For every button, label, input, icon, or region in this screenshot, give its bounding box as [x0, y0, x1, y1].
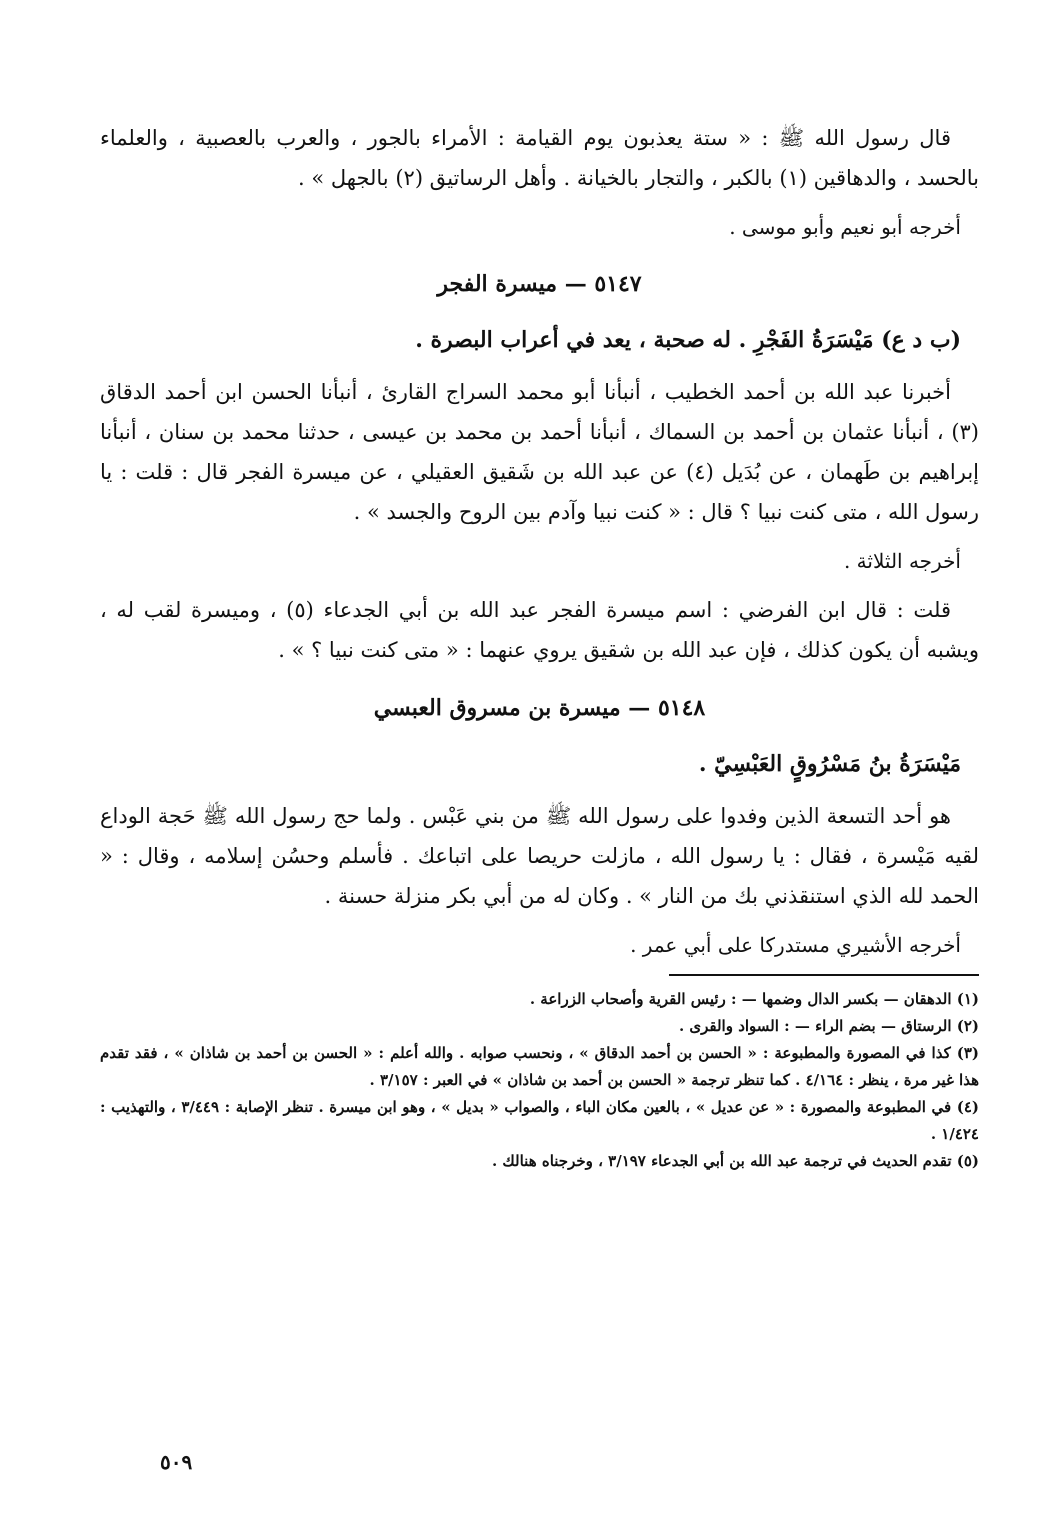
entry-name-line: مَيْسَرَةُ بنُ مَسْرُوقٍ العَبْسِيّ .	[698, 751, 961, 777]
page-number: ٥٠٩	[160, 1450, 193, 1474]
footnote-divider	[669, 974, 979, 976]
commentary-paragraph: قلت : قال ابن الفرضي : اسم ميسرة الفجر عبد الله بن أبي الجدعاء (٥) ، وميسرة لقب له ، ويشبه أن يكون كذلك ، فإن عبد الله بن شقيق يروي عنهما : « متى كنت نبيا ؟ » .	[100, 598, 979, 662]
footnote: (٢) الرستاق — بضم الراء — : السواد والقرى .	[678, 1017, 979, 1035]
entry-heading: ٥١٤٨ — ميسرة بن مسروق العبسي	[373, 695, 706, 721]
footnote: (٣) كذا في المصورة والمطبوعة : « الحسن بن أحمد الدقاق » ، ونحسب صوابه . والله أعلم : « الحسن بن أحمد بن شاذان » ، فقد تقدم هذا غير مرة ، ينظر : ٤/١٦٤ . كما تنظر ترجمة « الحسن بن أحمد بن شاذان » في العبر : ٣/١٥٧ .	[100, 1044, 979, 1089]
entry-heading: ٥١٤٧ — ميسرة الفجر	[437, 271, 642, 297]
biography-paragraph: هو أحد التسعة الذين وفدوا على رسول الله ﷺ من بني عَبْس . ولما حج رسول الله ﷺ حَجة الوداع لقيه مَيْسرة ، فقال : يا رسول الله ، مازلت حريصا على اتباعك . فأسلم وحسُن إسلامه ، وقال : « الحمد لله الذي استنقذني بك من النار » . وكان له من أبي بكر منزلة حسنة .	[100, 804, 979, 908]
entry-name-line: (ب د ع) مَيْسَرَةُ الفَجْرِ . له صحبة ، يعد في أعراب البصرة .	[415, 327, 961, 353]
isnad-paragraph: أخبرنا عبد الله بن أحمد الخطيب ، أنبأنا أبو محمد السراج القارئ ، أنبأنا الحسن ابن أحمد الدقاق (٣) ، أنبأنا عثمان بن أحمد بن السماك ، أنبأنا أحمد بن محمد بن عيسى ، حدثنا محمد بن سنان ، أنبأنا إبراهيم بن طَهمان ، عن بُدَيل (٤) عن عبد الله بن شَقيق العقيلي ، عن ميسرة الفجر قال : قلت : يا رسول الله ، متى كنت نبيا ؟ قال : « كنت نبيا وآدم بين الروح والجسد » .	[100, 380, 979, 524]
footnote: (٥) تقدم الحديث في ترجمة عبد الله بن أبي الجدعاء ٣/١٩٧ ، وخرجناه هنالك .	[491, 1152, 979, 1170]
source-note: أخرجه أبو نعيم وأبو موسى .	[729, 215, 961, 239]
source-note: أخرجه الثلاثة .	[843, 549, 961, 573]
footnote: (١) الدهقان — بكسر الدال وضمها — : رئيس القرية وأصحاب الزراعة .	[529, 990, 979, 1008]
hadith-paragraph: قال رسول الله ﷺ : « ستة يعذبون يوم القيامة : الأمراء بالجور ، والعرب بالعصبية ، والعلماء بالحسد ، والدهاقين (١) بالكبر ، والتجار بالخيانة . وأهل الرساتيق (٢) بالجهل » .	[100, 126, 979, 190]
source-note: أخرجه الأشيري مستدركا على أبي عمر .	[630, 933, 961, 957]
footnotes	[100, 986, 979, 1175]
footnote: (٤) في المطبوعة والمصورة : « عن عديل » ، بالعين مكان الباء ، والصواب « بديل » ، وهو ابن ميسرة . تنظر الإصابة : ٣/٤٤٩ ، والتهذيب : ١/٤٢٤ .	[100, 1098, 979, 1143]
